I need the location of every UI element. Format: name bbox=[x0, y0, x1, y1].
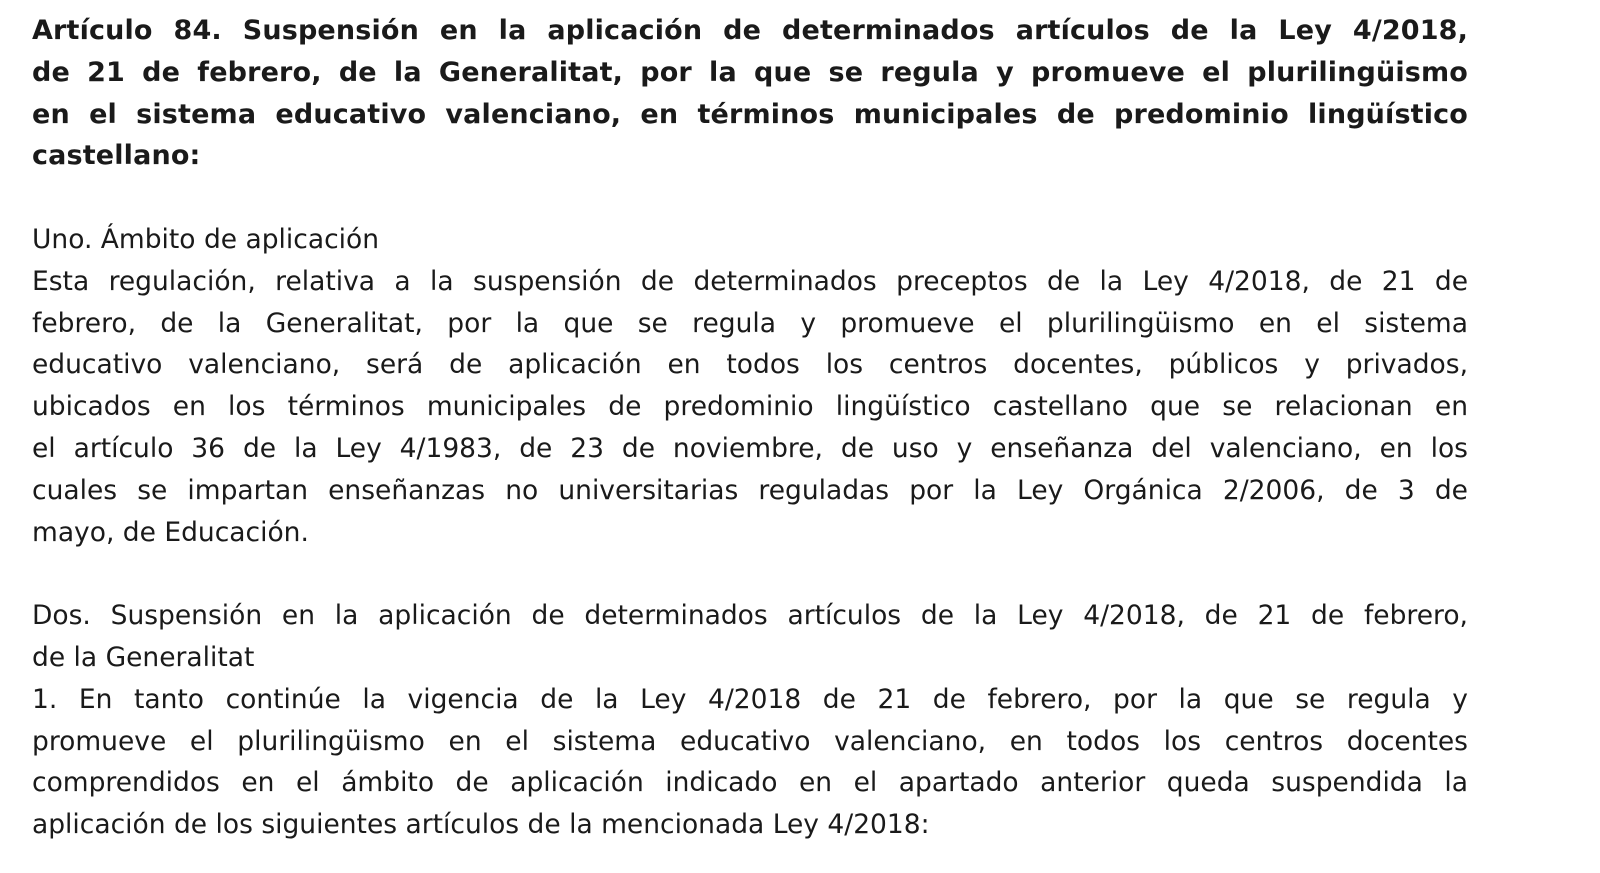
heading-line: Artículo 84. Suspensión en la aplicación de determinados artículos de la Ley 4/2018, bbox=[32, 15, 1468, 46]
item-1-line: 1. En tanto continúe la vigencia de la Ley 4/2018 de 21 de febrero, por la que se regula y bbox=[32, 683, 1468, 715]
body-line: el artículo 36 de la Ley 4/1983, de 23 de noviembre, de uso y enseñanza del valenciano, en los bbox=[32, 432, 1468, 464]
item-1-line: promueve el plurilingüismo en el sistema educativo valenciano, en todos los centros docentes bbox=[32, 725, 1468, 757]
body-line: educativo valenciano, será de aplicación en todos los centros docentes, públicos y privados, bbox=[32, 349, 1468, 381]
section-two bbox=[32, 595, 1468, 846]
body-line: cuales se impartan enseñanzas no universitarias reguladas por la Ley Orgánica 2/2006, de 3 de bbox=[32, 474, 1468, 506]
heading-line: en el sistema educativo valenciano, en términos municipales de predominio lingüístico bbox=[32, 98, 1468, 130]
section-two-title: Dos. Suspensión en la aplicación de determinados artículos de la Ley 4/2018, de 21 de febrero, bbox=[32, 600, 1468, 632]
section-one-title: Uno. Ámbito de aplicación bbox=[32, 223, 380, 255]
section-one bbox=[32, 219, 1468, 553]
body-line: febrero, de la Generalitat, por la que se regula y promueve el plurilingüismo en el sistema bbox=[32, 307, 1468, 339]
paragraph-gap bbox=[32, 177, 1468, 219]
heading-line: de 21 de febrero, de la Generalitat, por la que se regula y promueve el plurilingüismo bbox=[32, 56, 1468, 88]
section-two-title: de la Generalitat bbox=[32, 641, 255, 673]
item-1-line: comprendidos en el ámbito de aplicación indicado en el apartado anterior queda suspendida la bbox=[32, 767, 1468, 799]
document-page bbox=[32, 10, 1468, 846]
item-1-line: aplicación de los siguientes artículos de la mencionada Ley 4/2018: bbox=[32, 809, 930, 841]
paragraph-gap bbox=[32, 553, 1468, 595]
body-line: Esta regulación, relativa a la suspensión de determinados preceptos de la Ley 4/2018, de 21 de bbox=[32, 265, 1468, 297]
article-heading bbox=[32, 10, 1468, 177]
body-line: ubicados en los términos municipales de predominio lingüístico castellano que se relacionan en bbox=[32, 391, 1468, 423]
heading-line: castellano: bbox=[32, 140, 201, 172]
body-line: mayo, de Educación. bbox=[32, 516, 309, 548]
